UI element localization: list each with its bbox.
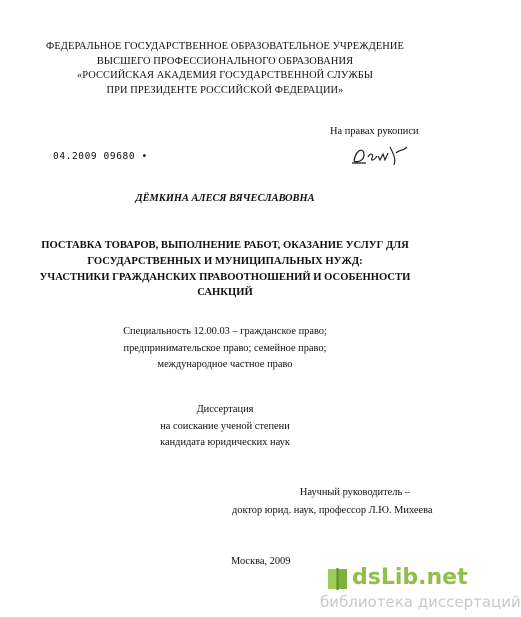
author-name: ДЁМКИНА АЛЕСЯ ВЯЧЕСЛАВОВНА — [135, 193, 315, 204]
place-year: Москва, 2009 — [231, 556, 291, 567]
supervisor-name: доктор юрид. наук, профессор Л.Ю. Михеева — [232, 505, 433, 516]
degree-block — [0, 402, 450, 452]
thesis-title — [0, 238, 450, 301]
specialty-line-1: Специальность 12.00.03 – гражданское право; — [123, 326, 327, 337]
catalog-code-text: 04.2009 09680 — [53, 151, 136, 162]
specialty-block — [0, 324, 450, 374]
supervisor-label: Научный руководитель – — [299, 487, 410, 498]
watermark — [320, 563, 521, 613]
title-line-1: ПОСТАВКА ТОВАРОВ, ВЫПОЛНЕНИЕ РАБОТ, ОКАЗАНИЕ УСЛУГ ДЛЯ — [41, 240, 409, 251]
specialty-line-3: международное частное право — [157, 359, 293, 370]
degree-line-3: кандидата юридических наук — [160, 437, 290, 448]
title-line-4: САНКЦИЙ — [197, 287, 253, 299]
manuscript-note: На правах рукописи — [330, 126, 419, 137]
signature-image — [350, 141, 410, 169]
catalog-code — [53, 151, 148, 162]
specialty-line-2: предпринимательское право; семейное право; — [123, 342, 327, 354]
institution-line-3: «РОССИЙСКАЯ АКАДЕМИЯ ГОСУДАРСТВЕННОЙ СЛУЖБЫ — [77, 70, 373, 81]
institution-line-2: ВЫСШЕГО ПРОФЕССИОНАЛЬНОГО ОБРАЗОВАНИЯ — [96, 55, 354, 67]
institution-header — [0, 40, 450, 98]
title-line-3: УЧАСТНИКИ ГРАЖДАНСКИХ ПРАВООТНОШЕНИЙ И ОСОБЕННОСТИ — [39, 271, 411, 283]
degree-line-1: Диссертация — [196, 404, 254, 415]
degree-line-2: на соискание ученой степени — [160, 420, 290, 432]
book-icon — [326, 565, 350, 593]
institution-line-4: ПРИ ПРЕЗИДЕНТЕ РОССИЙСКОЙ ФЕДЕРАЦИИ» — [106, 84, 344, 96]
watermark-logo: dsLib.net — [352, 565, 468, 590]
institution-line-1: ФЕДЕРАЛЬНОЕ ГОСУДАРСТВЕННОЕ ОБРАЗОВАТЕЛЬНОЕ УЧРЕЖДЕНИЕ — [46, 41, 404, 52]
watermark-subtitle: библиотека диссертаций — [320, 593, 521, 611]
title-line-2: ГОСУДАРСТВЕННЫХ И МУНИЦИПАЛЬНЫХ НУЖД: — [87, 255, 363, 267]
code-mark-icon: • — [135, 151, 148, 162]
